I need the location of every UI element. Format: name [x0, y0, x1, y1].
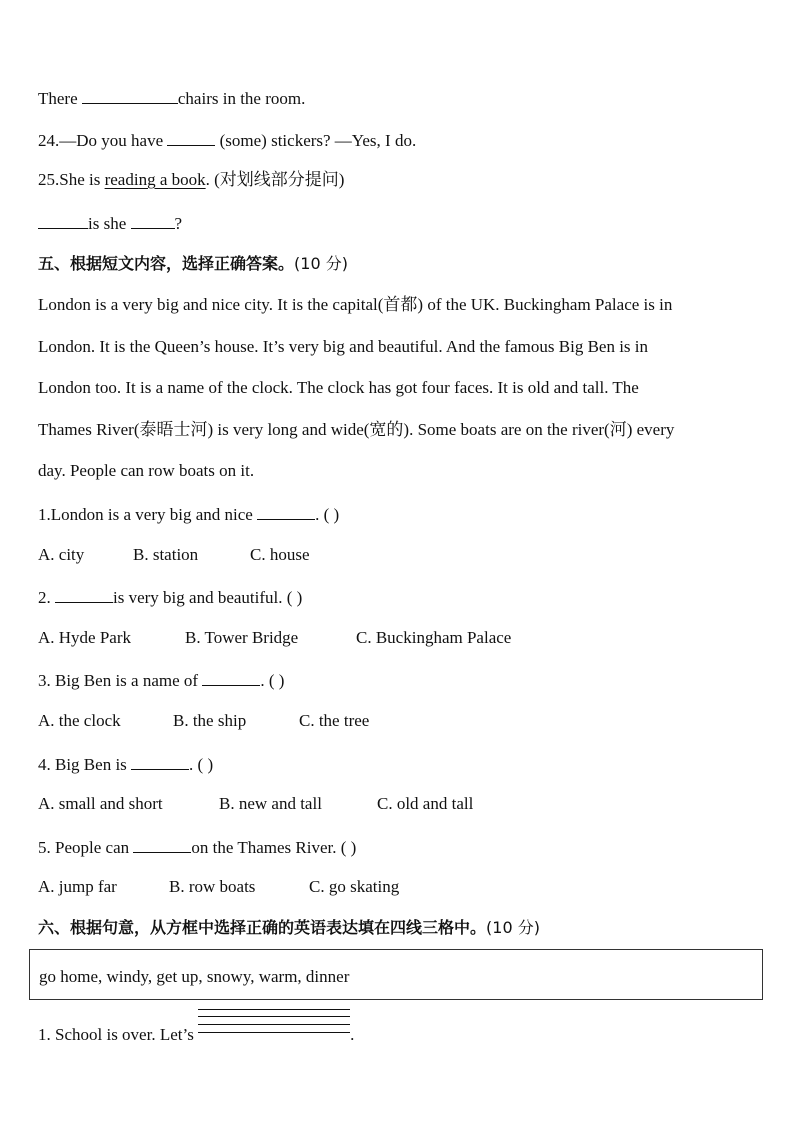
rq3-option-b[interactable]: B. the ship	[173, 711, 247, 730]
q25-suffix: . (对划线部分提问)	[205, 170, 345, 189]
rq3-option-a[interactable]: A. the clock	[38, 711, 121, 730]
reading-question-5-options	[38, 877, 399, 897]
reading-question-5	[38, 836, 356, 858]
reading-question-4-options	[38, 794, 473, 814]
section-5-title	[38, 254, 348, 274]
rq5-option-a[interactable]: A. jump far	[38, 877, 117, 896]
reading-question-2	[38, 586, 302, 608]
passage-line-4: Thames River(泰晤士河) is very long and wide(宽的). Some boats are on the river(河) every	[38, 420, 675, 439]
rq4-suffix: . ( )	[189, 755, 214, 774]
question-24	[38, 129, 416, 151]
rq1-blank[interactable]	[257, 503, 315, 520]
rq5-prefix: 5. People can	[38, 838, 130, 857]
rq2-option-a[interactable]: A. Hyde Park	[38, 628, 132, 647]
four-line-1	[198, 1009, 350, 1010]
reading-question-1	[38, 503, 339, 525]
reading-question-3-options	[38, 711, 369, 731]
section-6-title	[38, 918, 540, 938]
four-line-3	[198, 1024, 350, 1025]
s6q1-suffix: .	[350, 1025, 355, 1044]
four-line-2	[198, 1016, 350, 1017]
four-line-4	[198, 1032, 350, 1033]
rq1-suffix: . ( )	[315, 505, 340, 524]
reading-question-3	[38, 669, 284, 691]
rq2-prefix: 2.	[38, 588, 51, 607]
section-6-question-1	[38, 1020, 354, 1045]
passage-line-2: London. It is the Queen’s house. It’s very big and beautiful. And the famous Big Ben is in	[38, 337, 649, 356]
rq2-option-b[interactable]: B. Tower Bridge	[185, 628, 299, 647]
q25-answer-mid: is she	[88, 214, 127, 233]
rq5-suffix: on the Thames River. ( )	[191, 838, 357, 857]
rq5-blank[interactable]	[133, 836, 191, 853]
rq1-option-c[interactable]: C. house	[250, 545, 310, 564]
q25-prefix: She is	[59, 170, 101, 189]
q25-blank-1[interactable]	[38, 212, 88, 229]
word-box	[29, 949, 763, 1000]
rq2-option-c[interactable]: C. Buckingham Palace	[356, 628, 512, 647]
question-25-answer	[38, 212, 182, 234]
q25-underlined: reading a book	[104, 170, 206, 189]
rq4-prefix: 4. Big Ben is	[38, 755, 127, 774]
q24-part1: —Do you have	[59, 131, 164, 150]
rq1-prefix: 1.London is a very big and nice	[38, 505, 253, 524]
q25-blank-2[interactable]	[131, 212, 175, 229]
reading-question-2-options	[38, 628, 511, 648]
question-25	[38, 170, 344, 190]
reading-question-1-options	[38, 545, 310, 565]
four-line-grid[interactable]	[198, 1020, 350, 1040]
question-23	[38, 87, 305, 109]
section-5-score: (10 分)	[294, 254, 348, 273]
q24-blank[interactable]	[167, 129, 215, 146]
rq3-prefix: 3. Big Ben is a name of	[38, 671, 199, 690]
section-6-score: (10 分)	[486, 918, 540, 937]
q25-answer-end: ?	[174, 214, 183, 233]
rq4-option-c[interactable]: C. old and tall	[377, 794, 474, 813]
q24-part2: (some) stickers? —Yes, I do.	[219, 131, 417, 150]
passage-line-1: London is a very big and nice city. It is the capital(首都) of the UK. Buckingham Palace is in	[38, 295, 673, 314]
rq3-option-c[interactable]: C. the tree	[299, 711, 370, 730]
reading-question-4	[38, 753, 213, 775]
passage-line-5: day. People can row boats on it.	[38, 461, 255, 480]
rq3-suffix: . ( )	[260, 671, 285, 690]
section-5-title-text: 五、根据短文内容，选择正确答案。	[38, 254, 295, 273]
q23-prefix: There	[38, 89, 78, 108]
rq3-blank[interactable]	[202, 669, 260, 686]
rq4-option-a[interactable]: A. small and short	[38, 794, 163, 813]
rq5-option-b[interactable]: B. row boats	[169, 877, 256, 896]
word-box-text: go home, windy, get up, snowy, warm, dinner	[39, 967, 350, 986]
s6q1-prefix: 1. School is over. Let’s	[38, 1025, 194, 1044]
rq4-blank[interactable]	[131, 753, 189, 770]
rq2-blank[interactable]	[55, 586, 113, 603]
rq1-option-b[interactable]: B. station	[133, 545, 199, 564]
passage-line-3: London too. It is a name of the clock. The clock has got four faces. It is old and tall. The	[38, 378, 639, 397]
rq4-option-b[interactable]: B. new and tall	[219, 794, 322, 813]
q23-blank[interactable]	[82, 87, 178, 104]
rq5-option-c[interactable]: C. go skating	[309, 877, 400, 896]
q24-number: 24.	[38, 131, 60, 150]
q23-suffix: chairs in the room.	[177, 89, 306, 108]
q25-number: 25.	[38, 170, 60, 189]
rq1-option-a[interactable]: A. city	[38, 545, 85, 564]
section-6-title-text: 六、根据句意，从方框中选择正确的英语表达填在四线三格中。	[38, 918, 487, 937]
rq2-suffix: is very big and beautiful. ( )	[113, 588, 303, 607]
